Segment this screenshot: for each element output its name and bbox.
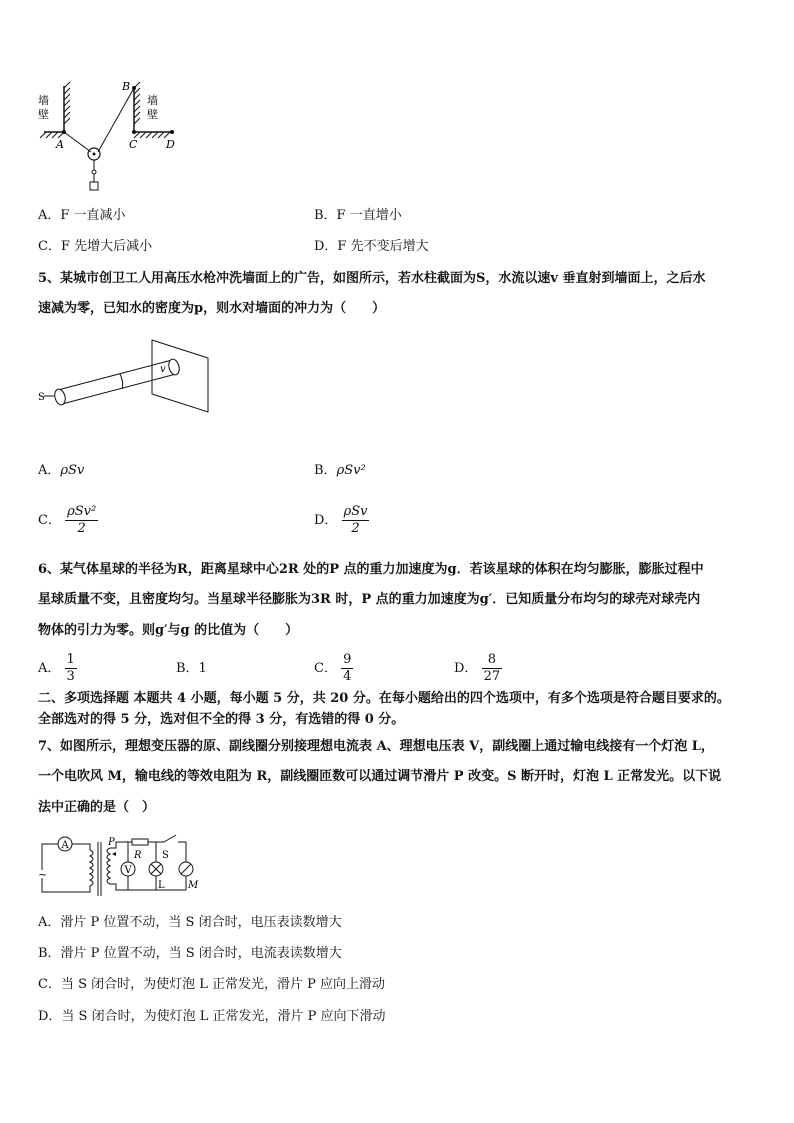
q6-option-d[interactable]: D． $\frac{8}{27}$	[454, 652, 501, 684]
wall-left-label: 墙	[38, 94, 49, 107]
q6-option-b[interactable]: B．1	[176, 661, 207, 676]
switch-S-label: S	[162, 850, 169, 861]
q4-option-c[interactable]: C．F 先增大后减小	[38, 239, 153, 254]
transformer-circuit-figure	[36, 830, 206, 898]
water-jet-figure	[36, 336, 216, 416]
point-D-label: D	[166, 138, 175, 151]
lamp-L-label: L	[158, 880, 165, 891]
q4-option-d[interactable]: D．F 先不变后增大	[314, 239, 429, 254]
resistor-R-label: R	[134, 850, 142, 861]
q5-option-c-fraction: $\frac{\text{ρSv²}}{2}$	[67, 504, 97, 536]
wall-right-label: 墙	[147, 94, 158, 107]
q4-option-b[interactable]: B．F 一直增小	[314, 208, 402, 223]
q6-stem-line1: 6、某气体星球的半径为R，距离星球中心2R 处的P 点的重力加速度为g．若该星球的体积在均匀膨胀，膨胀过程中	[38, 562, 704, 577]
q7-option-d[interactable]: D．当 S 闭合时，为使灯泡 L 正常发光，滑片 P 应向下滑动	[38, 1009, 386, 1024]
fig5-S-label: S	[38, 392, 45, 403]
q7-stem-line3: 法中正确的是（ ）	[38, 800, 156, 815]
q7-option-a[interactable]: A．滑片 P 位置不动，当 S 闭合时，电压表读数增大	[38, 915, 342, 930]
q4-option-a[interactable]: A．F 一直减小	[38, 208, 126, 223]
q5-option-d[interactable]: D． $\frac{\text{ρSv}}{2}$	[314, 504, 368, 536]
pulley-wall-figure	[34, 78, 184, 196]
point-C-label: C	[129, 138, 138, 151]
section2-heading-line2: 全部选对的得 5 分，选对但不全的得 3 分，有选错的得 0 分。	[38, 712, 405, 727]
ac-source-symbol: ~	[38, 868, 48, 881]
q7-option-c[interactable]: C．当 S 闭合时，为使灯泡 L 正常发光，滑片 P 应向上滑动	[38, 977, 386, 992]
q5-option-a[interactable]: A．ρSv	[38, 463, 85, 478]
q5-stem-line2: 速减为零，已知水的密度为p，则水对墙面的冲力为（ ）	[38, 301, 386, 316]
q7-stem-line1: 7、如图所示，理想变压器的原、副线圈分别接理想电流表 A、理想电压表 V，副线圈上通过输电线接有一个灯泡 L，	[38, 739, 714, 754]
section2-heading-line1: 二、多项选择题 本题共 4 小题，每小题 5 分，共 20 分。在每小题给出的四个选项中，有多个选项是符合题目要求的。	[38, 691, 730, 706]
ammeter-label: A	[61, 840, 69, 851]
q6-stem-line2: 星球质量不变，且密度均匀。当星球半径膨胀为3R 时，P 点的重力加速度为g′．已知质量分布均匀的球壳对球壳内	[38, 592, 701, 607]
point-A-label: A	[56, 138, 64, 151]
q5-stem-line1: 5、某城市创卫工人用高压水枪冲洗墙面上的广告，如图所示，若水柱截面为S，水流以速v 垂直射到墙面上，之后水	[38, 271, 706, 286]
svg-text:壁: 壁	[38, 108, 49, 121]
point-B-label: B	[122, 80, 131, 93]
q6-stem-line3: 物体的引力为零。则g′与g 的比值为（ ）	[38, 623, 299, 638]
fig5-v-label: v	[160, 364, 166, 375]
q6-option-c[interactable]: C． $\frac{9}{4}$	[314, 652, 352, 684]
q6-option-a[interactable]: A． $\frac{1}{3}$	[38, 652, 75, 684]
svg-text:壁: 壁	[147, 108, 158, 121]
voltmeter-label: V	[124, 865, 132, 876]
motor-M-label: M	[188, 880, 199, 891]
q7-stem-line2: 一个电吹风 M，输电线的等效电阻为 R，副线圈匝数可以通过调节滑片 P 改变。S 断开时，灯泡 L 正常发光。以下说	[38, 769, 722, 784]
q5-option-d-fraction: $\frac{\text{ρSv}}{2}$	[343, 504, 368, 536]
q5-option-c[interactable]: C． $\frac{\text{ρSv²}}{2}$	[38, 504, 97, 536]
q7-option-b[interactable]: B．滑片 P 位置不动，当 S 闭合时，电流表读数增大	[38, 946, 342, 961]
q5-option-b[interactable]: B．ρSv²	[314, 463, 366, 478]
slider-P-label: P	[108, 837, 115, 848]
